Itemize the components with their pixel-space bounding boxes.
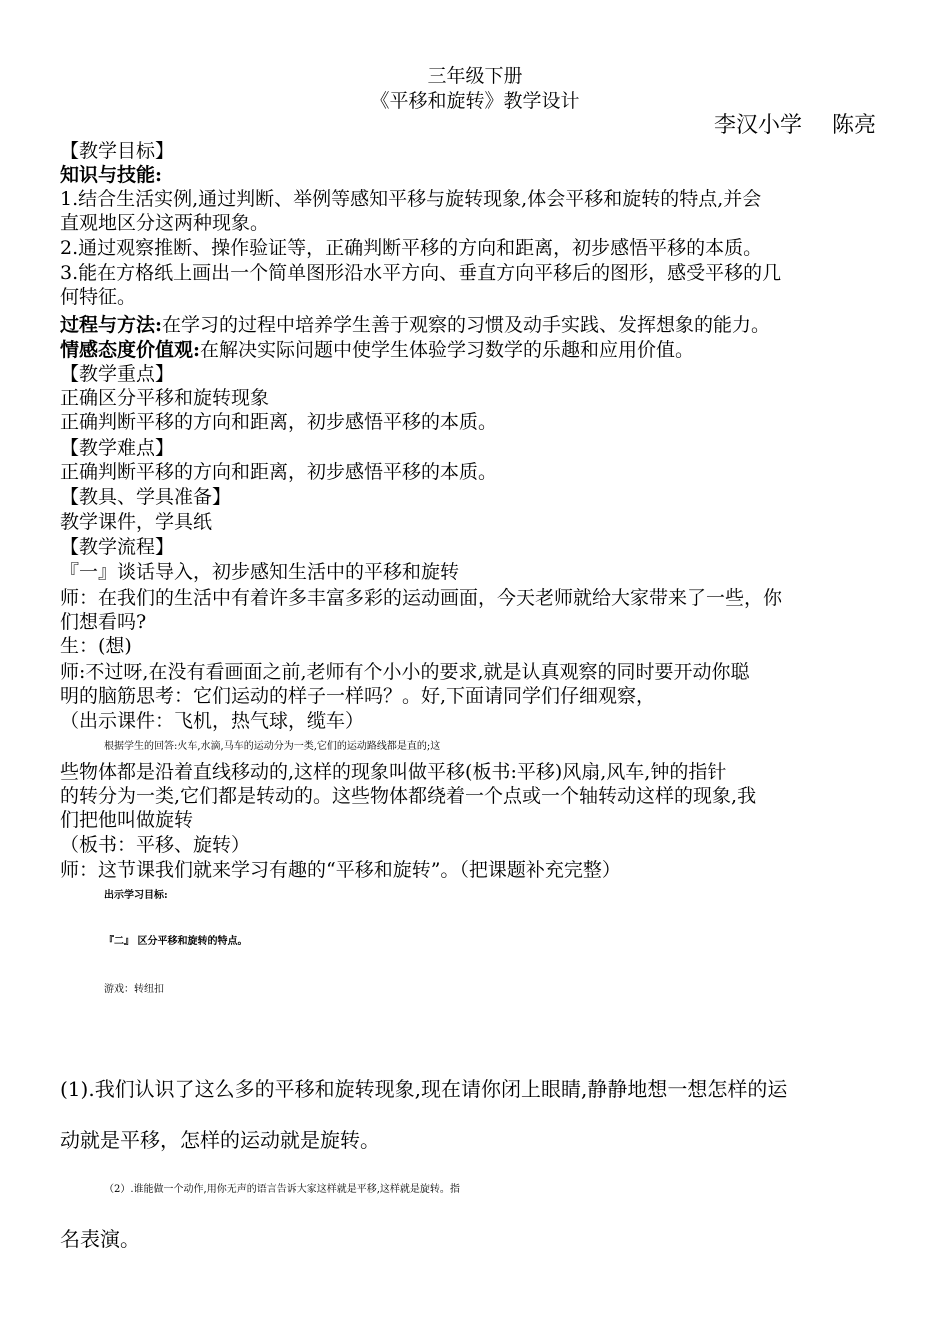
process-label: 过程与方法: [60,314,163,336]
tools-heading: 【教具、学具准备】 [60,486,232,508]
knowledge-label: 知识与技能: [60,164,163,186]
teacher-line-3: 师：这节课我们就来学习有趣的“平移和旋转”。（把课题补充完整） [60,859,621,881]
difficulty-1: 正确判断平移的方向和距离，初步感悟平移的本质。 [60,461,498,483]
key-point-2: 正确判断平移的方向和距离，初步感悟平移的本质。 [60,411,498,433]
objectives-heading: 【教学目标】 [60,140,175,162]
teacher-line-2a: 师:不过呀,在没有看画面之前,老师有个小小的要求,就是认真观察的同时要开动你聪 [60,661,750,683]
teacher-name: 陈亮 [832,113,877,138]
question-2-line-2: 名表演。 [60,1227,140,1251]
school-name: 李汉小学 [714,113,803,138]
emotion-label: 情感态度价值观: [60,339,201,361]
key-points-heading: 【教学重点】 [60,363,175,385]
difficulties-heading: 【教学难点】 [60,437,175,459]
question-1-line-2: 动就是平移，怎样的运动就是旋转。 [60,1128,380,1152]
courseware-note: （出示课件：飞机，热气球，缆车） [60,710,365,732]
document-title: 《平移和旋转》教学设计 [370,90,580,112]
step-1-title: 『一』谈话导入，初步感知生活中的平移和旋转 [60,561,460,583]
teacher-line-2b: 明的脑筋思考：它们运动的样子一样吗？。好,下面请同学们仔细观察， [60,685,656,707]
question-2-line-1: （2）.谁能做一个动作,用你无声的语言告诉大家这样就是平移,这样就是旋转。指 [104,1184,460,1195]
process-paragraph [60,313,900,337]
game-label: 游戏：转纽扣 [104,984,164,995]
step-2-title: 『二』 区分平移和旋转的特点。 [104,936,248,947]
objective-1-line-2: 直观地区分这两种现象。 [60,212,270,234]
paragraph-1-line-1: 根据学生的回答:火车,水滴,马车的运动分为一类,它们的运动路线都是直的;这 [104,741,441,752]
objective-1-line-1: 1.结合生活实例,通过判断、举例等感知平移与旋转现象,体会平移和旋转的特点,并会 [60,188,762,210]
process-text: 在学习的过程中培养学生善于观察的习惯及动手实践、发挥想象的能力。 [162,314,771,336]
emotion-text: 在解决实际问题中使学生体验学习数学的乐趣和应用价值。 [200,339,695,361]
author-line [714,112,876,140]
key-point-1: 正确区分平移和旋转现象 [60,387,270,409]
teacher-line-1a: 师：在我们的生活中有着许多丰富多彩的运动画面，今天老师就给大家带来了一些，你 [60,587,783,609]
question-1-line-1: (1).我们认识了这么多的平移和旋转现象,现在请你闭上眼睛,静静地想一想怎样的运 [60,1077,788,1101]
objective-2: 2.通过观察推断、操作验证等，正确判断平移的方向和距离，初步感悟平移的本质。 [60,237,763,259]
paragraph-1-line-3: 的转分为一类,它们都是转动的。这些物体都绕着一个点或一个轴转动这样的现象,我 [60,785,757,807]
objective-3-line-1: 3.能在方格纸上画出一个简单图形沿水平方向、垂直方向平移后的图形，感受平移的几 [60,262,782,284]
flow-heading: 【教学流程】 [60,536,175,558]
emotion-paragraph [60,338,900,362]
paragraph-1-line-2: 些物体都是沿着直线移动的,这样的现象叫做平移(板书:平移)风扇,风车,钟的指针 [60,761,727,783]
tools-text: 教学课件，学具纸 [60,511,213,533]
objective-3-line-2: 何特征。 [60,286,137,308]
student-line-1: 生：(想) [60,635,132,657]
teacher-line-1b: 们想看吗? [60,611,147,633]
grade-heading: 三年级下册 [427,65,523,87]
paragraph-1-line-4: 们把他叫做旋转 [60,809,194,831]
show-goals-label: 出示学习目标: [104,890,168,901]
board-note: （板书：平移、旋转） [60,834,251,856]
